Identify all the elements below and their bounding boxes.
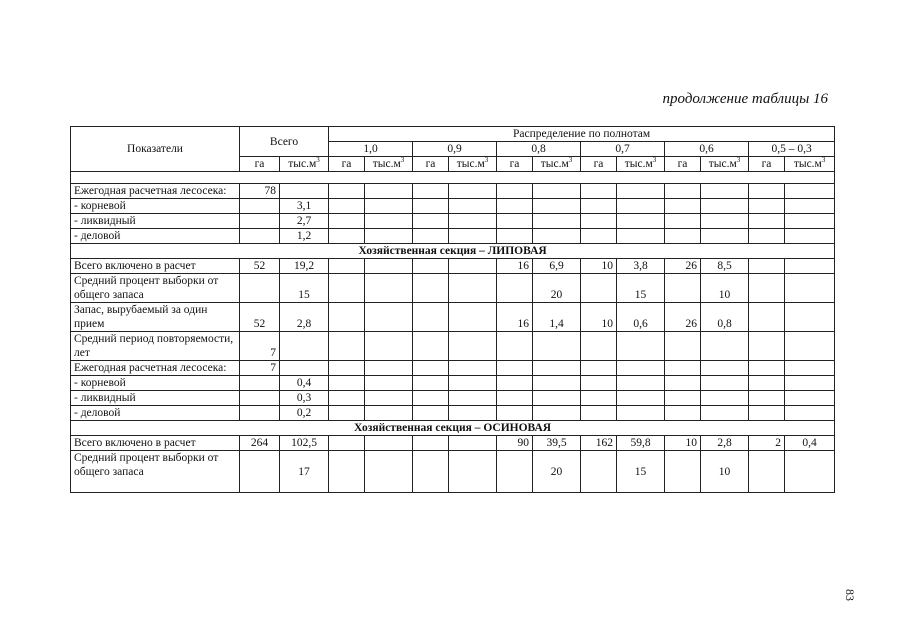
- cell: 6,9: [533, 259, 581, 274]
- cell: [749, 229, 785, 244]
- table-row: [71, 274, 835, 303]
- table-row: [71, 184, 835, 199]
- cell: [413, 436, 449, 451]
- cell: [365, 274, 413, 303]
- cell: [240, 229, 280, 244]
- cell: 2,8: [701, 436, 749, 451]
- forest-table: [70, 126, 835, 493]
- cell: [413, 406, 449, 421]
- header-total: Всего: [240, 127, 329, 157]
- cell: [581, 376, 617, 391]
- cell: [497, 229, 533, 244]
- cell: [329, 184, 365, 199]
- table-row: [71, 303, 835, 332]
- cell: [785, 274, 835, 303]
- cell: [749, 184, 785, 199]
- header-density: 0,7: [581, 142, 665, 157]
- header-density: 1,0: [329, 142, 413, 157]
- header-row-1: [71, 127, 835, 142]
- cell: [785, 406, 835, 421]
- cell: [449, 376, 497, 391]
- cell: [617, 332, 665, 361]
- cell: [665, 229, 701, 244]
- row-label: Всего включено в расчет: [71, 259, 240, 274]
- section-title: Хозяйственная секция – ЛИПОВАЯ: [71, 244, 835, 259]
- cell: [617, 184, 665, 199]
- cell: [581, 332, 617, 361]
- cell: [497, 361, 533, 376]
- cell: [701, 229, 749, 244]
- cell: [329, 274, 365, 303]
- cell: [749, 274, 785, 303]
- cell: 17: [280, 451, 329, 493]
- cell: [413, 332, 449, 361]
- header-density: 0,5 – 0,3: [749, 142, 835, 157]
- cell: [329, 332, 365, 361]
- cell: [365, 391, 413, 406]
- unit-vol: $тыс.м^3$: [533, 157, 581, 172]
- cell: [785, 259, 835, 274]
- table-row: [71, 214, 835, 229]
- cell: [665, 361, 701, 376]
- spacer-cell: [71, 172, 835, 184]
- cell: [413, 184, 449, 199]
- cell: [497, 184, 533, 199]
- cell: [665, 274, 701, 303]
- section-title: Хозяйственная секция – ОСИНОВАЯ: [71, 421, 835, 436]
- cell: 15: [280, 274, 329, 303]
- cell: [240, 274, 280, 303]
- cell: [749, 391, 785, 406]
- cell: [413, 303, 449, 332]
- cell: [240, 199, 280, 214]
- cell: [329, 229, 365, 244]
- cell: [581, 274, 617, 303]
- cell: [617, 391, 665, 406]
- cell: [329, 451, 365, 493]
- cell: 19,2: [280, 259, 329, 274]
- cell: [533, 184, 581, 199]
- cell: [665, 199, 701, 214]
- section-row: [71, 244, 835, 259]
- cell: [329, 361, 365, 376]
- cell: [413, 259, 449, 274]
- cell: [533, 229, 581, 244]
- cell: [581, 229, 617, 244]
- unit-vol: $тыс.м^3$: [617, 157, 665, 172]
- cell: [785, 184, 835, 199]
- cell: 16: [497, 303, 533, 332]
- cell: [449, 184, 497, 199]
- cell: [581, 406, 617, 421]
- cell: [701, 376, 749, 391]
- cell: [533, 332, 581, 361]
- cell: [449, 361, 497, 376]
- cell: 16: [497, 259, 533, 274]
- cell: [701, 361, 749, 376]
- cell: [581, 391, 617, 406]
- unit-ha: га: [240, 157, 280, 172]
- header-density: 0,9: [413, 142, 497, 157]
- cell: [749, 406, 785, 421]
- cell: [413, 451, 449, 493]
- cell: 39,5: [533, 436, 581, 451]
- table-row: [71, 451, 835, 493]
- header-density: 0,6: [665, 142, 749, 157]
- cell: [749, 214, 785, 229]
- cell: [413, 361, 449, 376]
- unit-vol: $тыс.м^3$: [449, 157, 497, 172]
- cell: 7: [240, 332, 280, 361]
- cell: [581, 184, 617, 199]
- cell: 1,2: [280, 229, 329, 244]
- cell: [581, 361, 617, 376]
- cell: [749, 303, 785, 332]
- cell: [785, 199, 835, 214]
- row-label: Ежегодная расчетная лесосека:: [71, 361, 240, 376]
- unit-ha: га: [665, 157, 701, 172]
- cell: [617, 406, 665, 421]
- table-row: [71, 361, 835, 376]
- row-label: Средний процент выборки от общего запаса: [71, 274, 240, 303]
- cell: [785, 303, 835, 332]
- cell: 52: [240, 259, 280, 274]
- cell: [785, 229, 835, 244]
- cell: [413, 391, 449, 406]
- table-row: [71, 259, 835, 274]
- cell: 20: [533, 274, 581, 303]
- cell: [449, 229, 497, 244]
- cell: 15: [617, 274, 665, 303]
- cell: [497, 391, 533, 406]
- cell: 20: [533, 451, 581, 493]
- row-label: - корневой: [71, 376, 240, 391]
- cell: [365, 436, 413, 451]
- cell: [449, 391, 497, 406]
- cell: [365, 451, 413, 493]
- cell: 3,1: [280, 199, 329, 214]
- cell: [413, 229, 449, 244]
- cell: [749, 451, 785, 493]
- unit-ha: га: [329, 157, 365, 172]
- header-distribution: Распределение по полнотам: [329, 127, 835, 142]
- cell: [497, 199, 533, 214]
- cell: [701, 406, 749, 421]
- cell: [533, 406, 581, 421]
- cell: [413, 274, 449, 303]
- cell: [617, 199, 665, 214]
- cell: [365, 199, 413, 214]
- cell: [329, 303, 365, 332]
- cell: 10: [701, 274, 749, 303]
- table-row: [71, 172, 835, 184]
- cell: [365, 259, 413, 274]
- cell: [413, 199, 449, 214]
- table-row: [71, 332, 835, 361]
- cell: [449, 451, 497, 493]
- cell: [749, 199, 785, 214]
- row-label: - ликвидный: [71, 391, 240, 406]
- cell: [701, 332, 749, 361]
- cell: [365, 229, 413, 244]
- cell: [617, 214, 665, 229]
- cell: [617, 229, 665, 244]
- cell: [785, 332, 835, 361]
- cell: [449, 274, 497, 303]
- row-label: - ликвидный: [71, 214, 240, 229]
- cell: 1,4: [533, 303, 581, 332]
- row-label: Средний период повторяемости, лет: [71, 332, 240, 361]
- cell: 7: [240, 361, 280, 376]
- section-row: [71, 421, 835, 436]
- cell: [497, 376, 533, 391]
- cell: [449, 436, 497, 451]
- cell: [533, 376, 581, 391]
- row-label: - деловой: [71, 229, 240, 244]
- cell: 8,5: [701, 259, 749, 274]
- cell: [449, 199, 497, 214]
- cell: 52: [240, 303, 280, 332]
- cell: [785, 361, 835, 376]
- cell: [749, 332, 785, 361]
- cell: [449, 303, 497, 332]
- cell: [701, 184, 749, 199]
- cell: 264: [240, 436, 280, 451]
- cell: [785, 451, 835, 493]
- cell: [497, 214, 533, 229]
- cell: 10: [581, 259, 617, 274]
- cell: 10: [665, 436, 701, 451]
- cell: [365, 406, 413, 421]
- unit-vol: $тыс.м^3$: [785, 157, 835, 172]
- cell: [240, 451, 280, 493]
- page-number: 83: [843, 589, 857, 601]
- unit-vol: $тыс.м^3$: [365, 157, 413, 172]
- cell: 0,3: [280, 391, 329, 406]
- table-caption: продолжение таблицы 16: [662, 91, 828, 107]
- cell: 26: [665, 303, 701, 332]
- cell: [365, 361, 413, 376]
- table-row: [71, 391, 835, 406]
- cell: 162: [581, 436, 617, 451]
- table-row: [71, 229, 835, 244]
- cell: 59,8: [617, 436, 665, 451]
- cell: [329, 406, 365, 421]
- cell: [497, 274, 533, 303]
- cell: [617, 361, 665, 376]
- cell: [665, 406, 701, 421]
- cell: [240, 376, 280, 391]
- unit-ha: га: [413, 157, 449, 172]
- unit-ha: га: [497, 157, 533, 172]
- cell: [413, 214, 449, 229]
- table-row: [71, 436, 835, 451]
- cell: [240, 214, 280, 229]
- cell: [617, 376, 665, 391]
- table-row: [71, 376, 835, 391]
- cell: [701, 391, 749, 406]
- row-label: Ежегодная расчетная лесосека:: [71, 184, 240, 199]
- cell: [665, 376, 701, 391]
- cell: 2: [749, 436, 785, 451]
- cell: [581, 451, 617, 493]
- cell: [449, 259, 497, 274]
- cell: [413, 376, 449, 391]
- cell: [280, 184, 329, 199]
- cell: [329, 214, 365, 229]
- cell: [581, 199, 617, 214]
- cell: [280, 361, 329, 376]
- header-density: 0,8: [497, 142, 581, 157]
- row-label: Всего включено в расчет: [71, 436, 240, 451]
- cell: [665, 184, 701, 199]
- unit-vol: $тыс.м^3$: [280, 157, 329, 172]
- cell: [581, 214, 617, 229]
- cell: [449, 332, 497, 361]
- cell: [533, 214, 581, 229]
- row-label: - корневой: [71, 199, 240, 214]
- cell: [533, 391, 581, 406]
- cell: [449, 406, 497, 421]
- cell: [497, 332, 533, 361]
- cell: [365, 184, 413, 199]
- cell: [329, 199, 365, 214]
- table-row: [71, 406, 835, 421]
- cell: 0,6: [617, 303, 665, 332]
- cell: 2,7: [280, 214, 329, 229]
- cell: [329, 259, 365, 274]
- cell: 10: [701, 451, 749, 493]
- cell: [785, 376, 835, 391]
- cell: 26: [665, 259, 701, 274]
- cell: [240, 391, 280, 406]
- cell: 90: [497, 436, 533, 451]
- cell: 3,8: [617, 259, 665, 274]
- cell: 0,4: [280, 376, 329, 391]
- cell: [449, 214, 497, 229]
- cell: [533, 199, 581, 214]
- cell: [497, 451, 533, 493]
- cell: [749, 361, 785, 376]
- unit-vol: $тыс.м^3$: [701, 157, 749, 172]
- unit-ha: га: [749, 157, 785, 172]
- table-row: [71, 199, 835, 214]
- cell: 0,4: [785, 436, 835, 451]
- cell: [533, 361, 581, 376]
- cell: [280, 332, 329, 361]
- row-label: - деловой: [71, 406, 240, 421]
- cell: [665, 391, 701, 406]
- cell: [240, 406, 280, 421]
- cell: [701, 214, 749, 229]
- cell: [785, 391, 835, 406]
- cell: 0,2: [280, 406, 329, 421]
- cell: [665, 451, 701, 493]
- row-label: Средний процент выборки от общего запаса: [71, 451, 240, 493]
- cell: [329, 436, 365, 451]
- unit-ha: га: [581, 157, 617, 172]
- cell: 10: [581, 303, 617, 332]
- cell: [365, 376, 413, 391]
- cell: [365, 303, 413, 332]
- cell: [329, 376, 365, 391]
- cell: [365, 332, 413, 361]
- cell: 78: [240, 184, 280, 199]
- cell: [749, 376, 785, 391]
- cell: [365, 214, 413, 229]
- cell: [749, 259, 785, 274]
- cell: 0,8: [701, 303, 749, 332]
- cell: [785, 214, 835, 229]
- cell: [497, 406, 533, 421]
- row-label: Запас, вырубаемый за один прием: [71, 303, 240, 332]
- cell: 15: [617, 451, 665, 493]
- cell: 2,8: [280, 303, 329, 332]
- cell: [701, 199, 749, 214]
- cell: 102,5: [280, 436, 329, 451]
- cell: [665, 332, 701, 361]
- cell: [665, 214, 701, 229]
- header-indicators: Показатели: [71, 127, 240, 172]
- cell: [329, 391, 365, 406]
